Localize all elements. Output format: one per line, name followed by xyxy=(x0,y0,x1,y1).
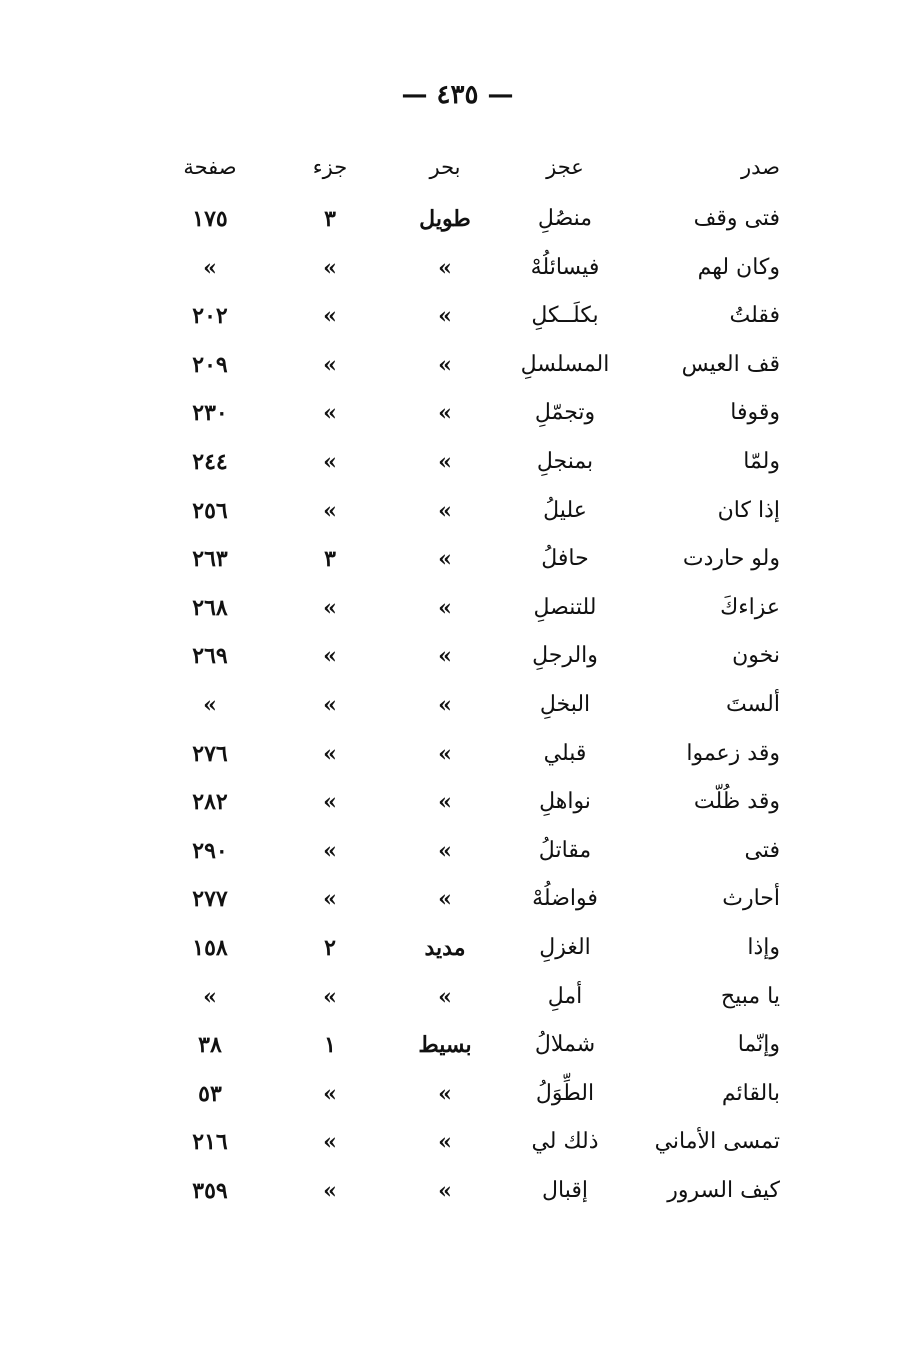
cell-juz: » xyxy=(323,1177,337,1204)
cell-juz: ٣ xyxy=(324,546,336,573)
cell-sadr: وإذا xyxy=(747,934,780,960)
cell-sadr: ألستَ xyxy=(725,691,780,717)
cell-page: ٢٧٧ xyxy=(192,886,228,913)
cell-bahr: بسيط xyxy=(418,1032,472,1059)
cell-sadr: وكان لهم xyxy=(697,254,780,280)
cell-bahr: » xyxy=(438,740,452,767)
header-juz: جزء xyxy=(312,155,348,179)
cell-juz: » xyxy=(323,1129,337,1156)
cell-bahr: » xyxy=(438,789,452,816)
cell-bahr: » xyxy=(438,303,452,330)
cell-page: ٢٩٠ xyxy=(192,837,228,864)
cell-juz: » xyxy=(323,837,337,864)
cell-page: ٢٠٢ xyxy=(192,303,228,330)
cell-ajz: البخلِ xyxy=(539,691,591,717)
table-row xyxy=(170,827,780,876)
table-row xyxy=(170,389,780,438)
cell-juz: » xyxy=(323,643,337,670)
table-row xyxy=(170,535,780,584)
cell-sadr: بالقائم xyxy=(721,1080,780,1106)
cell-ajz: عليلُ xyxy=(543,497,587,523)
cell-page: ٢٧٦ xyxy=(192,740,228,767)
table-row xyxy=(170,973,780,1022)
cell-bahr: » xyxy=(438,1080,452,1107)
cell-bahr: » xyxy=(438,983,452,1010)
cell-page: ٢٨٢ xyxy=(192,789,228,816)
cell-page: ٢٦٣ xyxy=(192,546,228,573)
cell-ajz: وتجمّلِ xyxy=(534,400,596,426)
cell-ajz: ذلك لي xyxy=(531,1129,599,1155)
cell-ajz: نواهلِ xyxy=(539,789,591,815)
table-row xyxy=(170,730,780,779)
table-row xyxy=(170,632,780,681)
cell-sadr: قف العيس xyxy=(681,351,780,377)
header-page: صفحة xyxy=(183,155,237,179)
header-sadr: صدر xyxy=(741,155,780,179)
cell-sadr: وقوفا xyxy=(730,400,780,426)
cell-ajz: المسلسلِ xyxy=(520,351,610,377)
cell-ajz: أملِ xyxy=(547,983,583,1009)
cell-ajz: قبلي xyxy=(543,740,587,766)
cell-sadr: كيف السرور xyxy=(667,1177,780,1203)
cell-juz: » xyxy=(323,886,337,913)
cell-page: » xyxy=(203,691,217,718)
cell-juz: » xyxy=(323,691,337,718)
table-header-row xyxy=(170,140,780,195)
poetry-index-table xyxy=(170,140,780,1215)
table-row xyxy=(170,778,780,827)
table-row xyxy=(170,195,780,244)
cell-page: ٣٥٩ xyxy=(192,1177,228,1204)
cell-bahr: » xyxy=(438,254,452,281)
cell-bahr: مديد xyxy=(424,934,466,961)
table-row xyxy=(170,1021,780,1070)
table-row xyxy=(170,924,780,973)
cell-juz: » xyxy=(323,448,337,475)
cell-sadr: يا مبيح xyxy=(720,983,780,1009)
table-row xyxy=(170,875,780,924)
cell-bahr: » xyxy=(438,497,452,524)
cell-sadr: عزاءكَ xyxy=(720,594,780,620)
cell-bahr: » xyxy=(438,643,452,670)
cell-bahr: » xyxy=(438,886,452,913)
cell-ajz: مقاتلُ xyxy=(538,837,592,863)
cell-sadr: فتى xyxy=(744,837,780,863)
cell-juz: ٢ xyxy=(324,934,336,961)
cell-bahr: » xyxy=(438,594,452,621)
cell-ajz: بكلَــكلِ xyxy=(531,303,599,329)
cell-sadr: أحارث xyxy=(722,886,780,912)
page-number: — ٤٣٥ — xyxy=(401,80,514,110)
cell-page: ٢٦٩ xyxy=(192,643,228,670)
cell-ajz: بمنجلِ xyxy=(536,448,594,474)
cell-bahr: طويل xyxy=(419,206,471,232)
table-row xyxy=(170,1070,780,1119)
table-row xyxy=(170,438,780,487)
cell-bahr: » xyxy=(438,546,452,573)
cell-sadr: نخون xyxy=(732,643,780,669)
cell-juz: » xyxy=(323,983,337,1010)
table-row xyxy=(170,1167,780,1216)
cell-sadr: تمسى الأماني xyxy=(654,1129,780,1155)
cell-page: ٥٣ xyxy=(198,1080,222,1107)
cell-sadr: إذا كان xyxy=(717,497,780,523)
cell-sadr: فقلتُ xyxy=(729,303,780,329)
table-row xyxy=(170,244,780,293)
cell-ajz: فواضلُهْ xyxy=(532,886,598,912)
cell-page: » xyxy=(203,254,217,281)
cell-bahr: » xyxy=(438,1129,452,1156)
table-row xyxy=(170,487,780,536)
cell-page: » xyxy=(203,983,217,1010)
cell-ajz: منصُلِ xyxy=(537,206,593,231)
cell-page: ٣٨ xyxy=(198,1032,222,1059)
table-row xyxy=(170,584,780,633)
cell-sadr: وقد زعموا xyxy=(686,740,780,766)
cell-sadr: فتى وقف xyxy=(693,206,780,231)
cell-juz: » xyxy=(323,789,337,816)
cell-bahr: » xyxy=(438,691,452,718)
table-body xyxy=(170,195,780,1215)
cell-sadr: ولو حاردت xyxy=(682,546,780,572)
cell-juz: » xyxy=(323,400,337,427)
cell-juz: » xyxy=(323,740,337,767)
cell-page: ٢٠٩ xyxy=(192,351,228,378)
cell-ajz: شملالُ xyxy=(534,1032,596,1058)
cell-page: ٢٤٤ xyxy=(192,448,228,475)
cell-juz: ٣ xyxy=(324,206,336,232)
cell-juz: » xyxy=(323,594,337,621)
cell-page: ١٧٥ xyxy=(192,206,228,232)
cell-sadr: وقد ظُلّت xyxy=(693,789,780,815)
table-row xyxy=(170,681,780,730)
cell-page: ٢١٦ xyxy=(192,1129,228,1156)
cell-juz: » xyxy=(323,254,337,281)
cell-ajz: الغزلِ xyxy=(539,934,591,960)
cell-bahr: » xyxy=(438,1177,452,1204)
table-row xyxy=(170,292,780,341)
cell-juz: » xyxy=(323,351,337,378)
table-row xyxy=(170,341,780,390)
cell-ajz: حافلُ xyxy=(541,546,589,572)
cell-ajz: فيسائلُهْ xyxy=(530,254,600,280)
cell-juz: » xyxy=(323,303,337,330)
cell-ajz: للتنصلِ xyxy=(533,594,597,620)
cell-bahr: » xyxy=(438,351,452,378)
cell-juz: ١ xyxy=(324,1032,336,1059)
cell-page: ١٥٨ xyxy=(192,934,228,961)
cell-page: ٢٥٦ xyxy=(192,497,228,524)
cell-bahr: » xyxy=(438,837,452,864)
cell-bahr: » xyxy=(438,448,452,475)
cell-page: ٢٣٠ xyxy=(192,400,228,427)
cell-ajz: إقبال xyxy=(542,1177,588,1203)
cell-juz: » xyxy=(323,497,337,524)
table-row xyxy=(170,1118,780,1167)
header-bahr: بحر xyxy=(429,155,461,179)
cell-sadr: وإنّما xyxy=(737,1032,780,1058)
header-ajz: عجز xyxy=(546,155,584,179)
cell-ajz: الطِّوَلُ xyxy=(535,1080,595,1106)
cell-bahr: » xyxy=(438,400,452,427)
cell-ajz: والرجلِ xyxy=(532,643,598,669)
cell-sadr: ولمّا xyxy=(743,448,780,474)
cell-page: ٢٦٨ xyxy=(192,594,228,621)
cell-juz: » xyxy=(323,1080,337,1107)
